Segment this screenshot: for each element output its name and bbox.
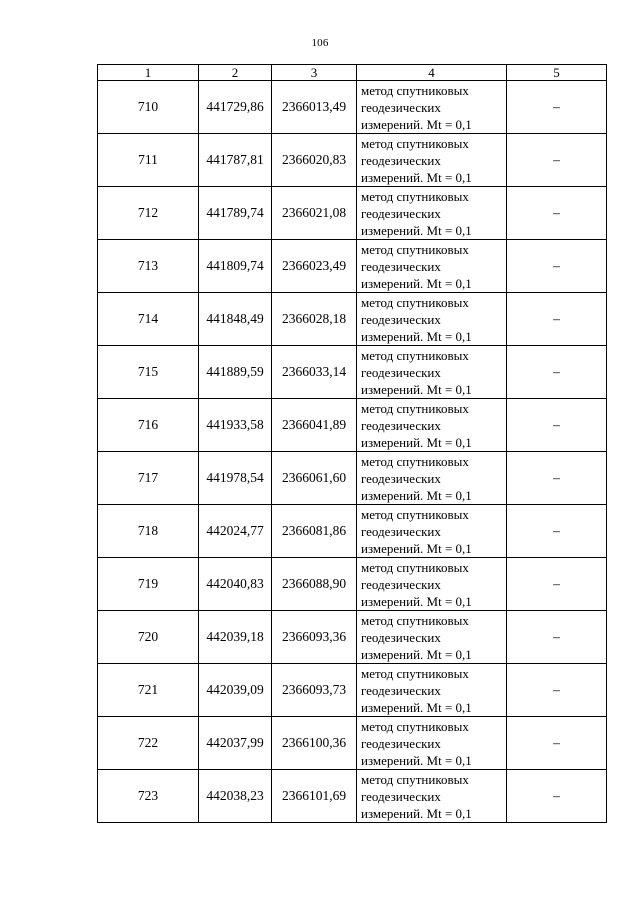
- x-coordinate-cell: 442038,23: [199, 770, 272, 823]
- description-cell: –: [507, 399, 607, 452]
- method-cell: [357, 399, 507, 452]
- point-number-cell: 714: [98, 293, 199, 346]
- table-row: [98, 81, 607, 134]
- method-cell: [357, 611, 507, 664]
- table-row: [98, 134, 607, 187]
- x-coordinate-cell: 441789,74: [199, 187, 272, 240]
- x-coordinate-cell: 442037,99: [199, 717, 272, 770]
- method-line: измерений. Mt = 0,1: [361, 116, 472, 132]
- method-cell: [357, 293, 507, 346]
- method-line: геодезических: [361, 629, 441, 645]
- method-line: геодезических: [361, 417, 441, 433]
- x-coordinate-cell: 441848,49: [199, 293, 272, 346]
- method-line: геодезических: [361, 258, 441, 274]
- x-coordinate-cell: 441787,81: [199, 134, 272, 187]
- table-row: [98, 346, 607, 399]
- y-coordinate-cell: 2366020,83: [272, 134, 357, 187]
- description-cell: –: [507, 717, 607, 770]
- method-line: измерений. Mt = 0,1: [361, 646, 472, 662]
- y-coordinate-cell: 2366033,14: [272, 346, 357, 399]
- header-col-4: 4: [357, 65, 507, 81]
- y-coordinate-cell: 2366093,73: [272, 664, 357, 717]
- point-number-cell: 711: [98, 134, 199, 187]
- method-line: метод спутниковых: [361, 294, 469, 310]
- point-number-cell: 715: [98, 346, 199, 399]
- y-coordinate-cell: 2366100,36: [272, 717, 357, 770]
- x-coordinate-cell: 441889,59: [199, 346, 272, 399]
- method-line: метод спутниковых: [361, 612, 469, 628]
- y-coordinate-cell: 2366028,18: [272, 293, 357, 346]
- method-line: измерений. Mt = 0,1: [361, 540, 472, 556]
- x-coordinate-cell: 441729,86: [199, 81, 272, 134]
- method-line: геодезических: [361, 682, 441, 698]
- method-cell: [357, 770, 507, 823]
- point-number-cell: 723: [98, 770, 199, 823]
- table-row: [98, 611, 607, 664]
- table-body: [98, 81, 607, 823]
- table-row: [98, 187, 607, 240]
- header-col-2: 2: [199, 65, 272, 81]
- method-line: геодезических: [361, 311, 441, 327]
- method-line: измерений. Mt = 0,1: [361, 593, 472, 609]
- description-cell: –: [507, 770, 607, 823]
- table-row: [98, 770, 607, 823]
- method-line: метод спутниковых: [361, 347, 469, 363]
- y-coordinate-cell: 2366088,90: [272, 558, 357, 611]
- x-coordinate-cell: 441978,54: [199, 452, 272, 505]
- method-line: геодезических: [361, 152, 441, 168]
- method-line: метод спутниковых: [361, 241, 469, 257]
- description-cell: –: [507, 611, 607, 664]
- header-col-3: 3: [272, 65, 357, 81]
- point-number-cell: 716: [98, 399, 199, 452]
- method-cell: [357, 134, 507, 187]
- method-cell: [357, 664, 507, 717]
- description-cell: –: [507, 452, 607, 505]
- description-cell: –: [507, 505, 607, 558]
- point-number-cell: 719: [98, 558, 199, 611]
- table-header: [98, 65, 607, 81]
- y-coordinate-cell: 2366061,60: [272, 452, 357, 505]
- method-line: измерений. Mt = 0,1: [361, 487, 472, 503]
- x-coordinate-cell: 442039,09: [199, 664, 272, 717]
- point-number-cell: 720: [98, 611, 199, 664]
- method-line: метод спутниковых: [361, 665, 469, 681]
- method-line: измерений. Mt = 0,1: [361, 381, 472, 397]
- method-line: метод спутниковых: [361, 400, 469, 416]
- method-cell: [357, 452, 507, 505]
- table-row: [98, 664, 607, 717]
- y-coordinate-cell: 2366081,86: [272, 505, 357, 558]
- method-line: измерений. Mt = 0,1: [361, 222, 472, 238]
- method-line: метод спутниковых: [361, 453, 469, 469]
- method-line: измерений. Mt = 0,1: [361, 328, 472, 344]
- description-cell: –: [507, 187, 607, 240]
- table-row: [98, 717, 607, 770]
- x-coordinate-cell: 442039,18: [199, 611, 272, 664]
- table-row: [98, 399, 607, 452]
- y-coordinate-cell: 2366013,49: [272, 81, 357, 134]
- method-line: геодезических: [361, 788, 441, 804]
- description-cell: –: [507, 346, 607, 399]
- method-line: метод спутниковых: [361, 188, 469, 204]
- method-line: геодезических: [361, 99, 441, 115]
- x-coordinate-cell: 441809,74: [199, 240, 272, 293]
- x-coordinate-cell: 441933,58: [199, 399, 272, 452]
- coordinates-table: [97, 64, 607, 823]
- method-line: метод спутниковых: [361, 771, 469, 787]
- y-coordinate-cell: 2366101,69: [272, 770, 357, 823]
- method-line: метод спутниковых: [361, 506, 469, 522]
- x-coordinate-cell: 442040,83: [199, 558, 272, 611]
- method-cell: [357, 240, 507, 293]
- method-line: метод спутниковых: [361, 718, 469, 734]
- method-line: измерений. Mt = 0,1: [361, 434, 472, 450]
- header-col-5: 5: [507, 65, 607, 81]
- table-row: [98, 293, 607, 346]
- x-coordinate-cell: 442024,77: [199, 505, 272, 558]
- method-line: геодезических: [361, 205, 441, 221]
- description-cell: –: [507, 293, 607, 346]
- method-cell: [357, 558, 507, 611]
- method-line: измерений. Mt = 0,1: [361, 699, 472, 715]
- table-row: [98, 558, 607, 611]
- method-cell: [357, 505, 507, 558]
- method-cell: [357, 717, 507, 770]
- point-number-cell: 712: [98, 187, 199, 240]
- page-number: 106: [311, 37, 329, 49]
- method-line: геодезических: [361, 576, 441, 592]
- method-line: измерений. Mt = 0,1: [361, 169, 472, 185]
- method-cell: [357, 346, 507, 399]
- point-number-cell: 721: [98, 664, 199, 717]
- method-line: метод спутниковых: [361, 135, 469, 151]
- description-cell: –: [507, 664, 607, 717]
- method-line: измерений. Mt = 0,1: [361, 275, 472, 291]
- description-cell: –: [507, 134, 607, 187]
- method-line: метод спутниковых: [361, 559, 469, 575]
- description-cell: –: [507, 81, 607, 134]
- method-cell: [357, 81, 507, 134]
- point-number-cell: 713: [98, 240, 199, 293]
- point-number-cell: 718: [98, 505, 199, 558]
- method-line: измерений. Mt = 0,1: [361, 805, 472, 821]
- table-row: [98, 452, 607, 505]
- point-number-cell: 722: [98, 717, 199, 770]
- point-number-cell: 710: [98, 81, 199, 134]
- method-cell: [357, 187, 507, 240]
- method-line: геодезических: [361, 523, 441, 539]
- table-row: [98, 505, 607, 558]
- method-line: измерений. Mt = 0,1: [361, 752, 472, 768]
- method-line: геодезических: [361, 470, 441, 486]
- y-coordinate-cell: 2366041,89: [272, 399, 357, 452]
- header-row: [98, 65, 607, 81]
- description-cell: –: [507, 558, 607, 611]
- description-cell: –: [507, 240, 607, 293]
- y-coordinate-cell: 2366093,36: [272, 611, 357, 664]
- method-line: геодезических: [361, 364, 441, 380]
- method-line: геодезических: [361, 735, 441, 751]
- table-row: [98, 240, 607, 293]
- y-coordinate-cell: 2366021,08: [272, 187, 357, 240]
- y-coordinate-cell: 2366023,49: [272, 240, 357, 293]
- point-number-cell: 717: [98, 452, 199, 505]
- method-line: метод спутниковых: [361, 82, 469, 98]
- header-col-1: 1: [98, 65, 199, 81]
